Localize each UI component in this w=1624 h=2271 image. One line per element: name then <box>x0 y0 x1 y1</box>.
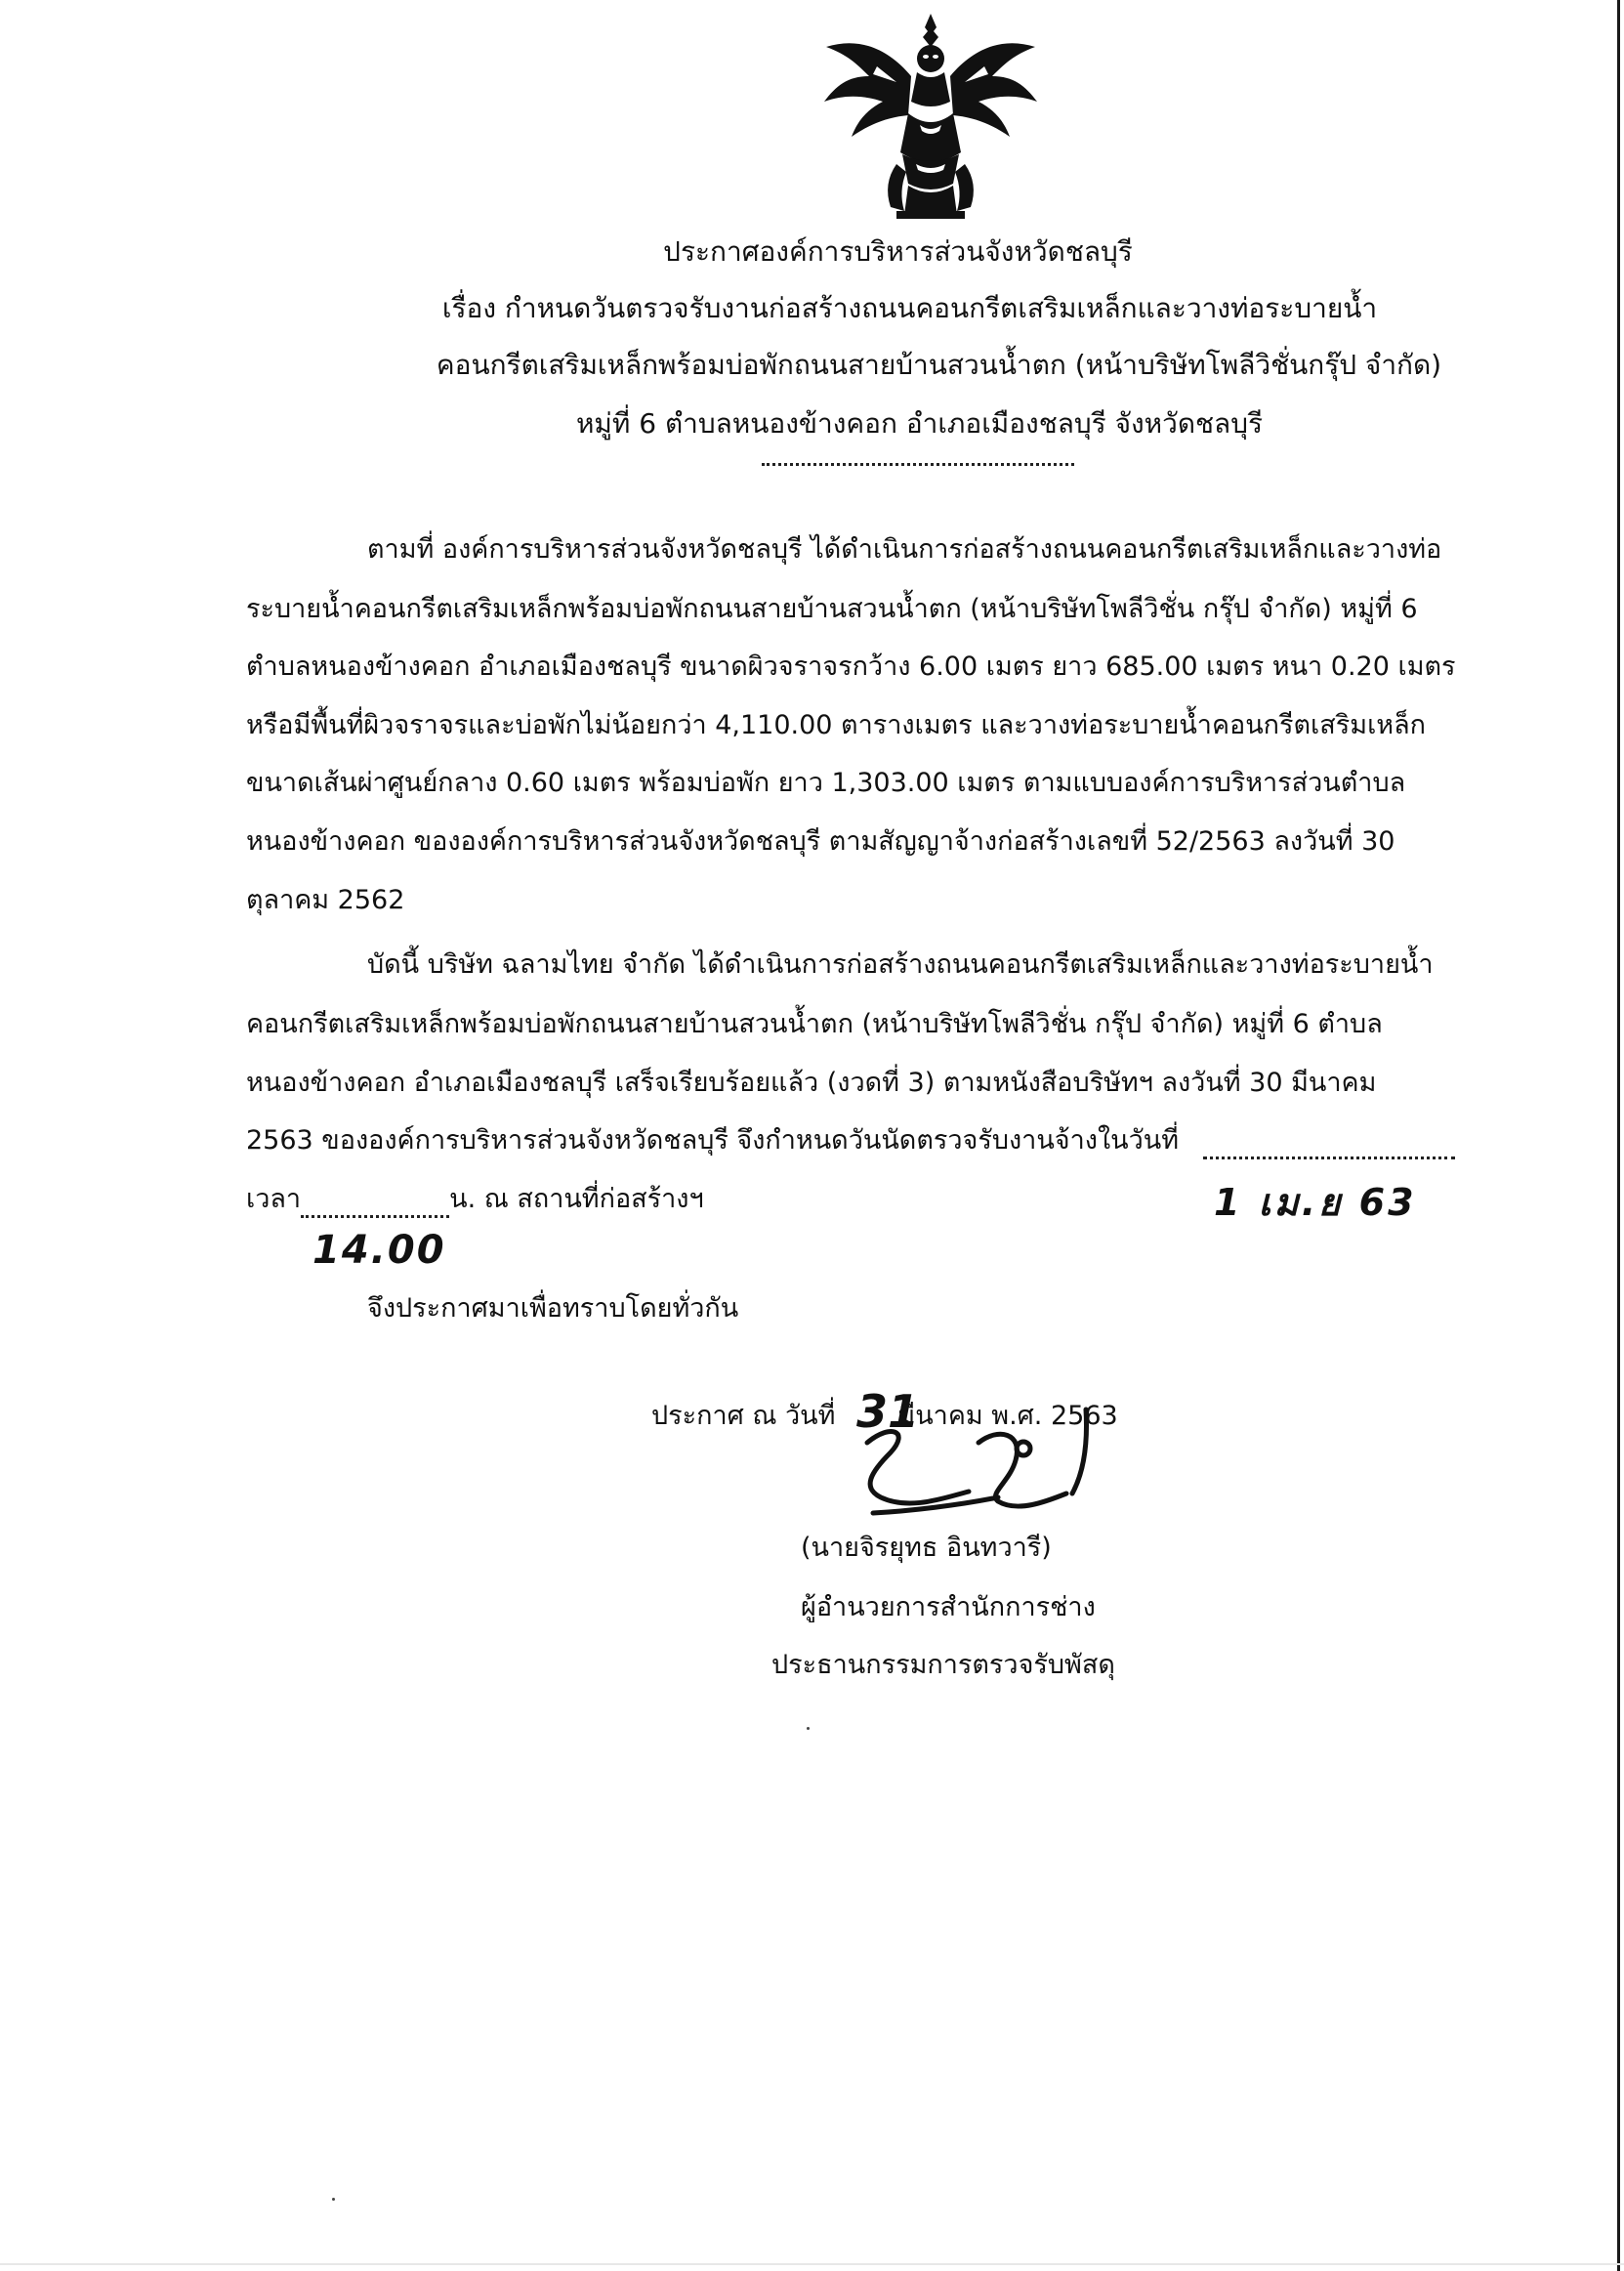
signatory-role: ประธานกรรมการตรวจรับพัสดุ <box>771 1650 1115 1680</box>
paragraph-2-line: บัดนี้ บริษัท ฉลามไทย จำกัด ได้ดำเนินการก่อสร้างถนนคอนกรีตเสริมเหล็กและวางท่อระบายน้ำ <box>367 949 1434 980</box>
paragraph-1-line: หรือมีพื้นที่ผิวจราจรและบ่อพักไม่น้อยกว่า 4,110.00 ตารางเมตร และวางท่อระบายน้ำคอนกรีตเสริมเหล็ก <box>246 710 1426 740</box>
scan-edge-right <box>1617 0 1620 2271</box>
subject-line-2: คอนกรีตเสริมเหล็กพร้อมบ่อพักถนนสายบ้านสวนน้ำตก (หน้าบริษัทโพลีวิชั่นกรุ๊ป จำกัด) <box>436 349 1442 381</box>
time-prefix: เวลา <box>246 1184 302 1214</box>
paragraph-2-line: หนองข้างคอก อำเภอเมืองชลบุรี เสร็จเรียบร้อยแล้ว (งวดที่ 3) ตามหนังสือบริษัทฯ ลงวันที่ 30 มีนาคม <box>246 1068 1377 1098</box>
garuda-emblem-icon <box>818 8 1043 225</box>
paragraph-1-line: หนองข้างคอก ขององค์การบริหารส่วนจังหวัดชลบุรี ตามสัญญาจ้างก่อสร้างเลขที่ 52/2563 ลงวันที่ 30 <box>246 826 1395 857</box>
signatory-position: ผู้อำนวยการสำนักการช่าง <box>801 1592 1096 1622</box>
paragraph-1-line: ขนาดเส้นผ่าศูนย์กลาง 0.60 เมตร พร้อมบ่อพัก ยาว 1,303.00 เมตร ตามแบบองค์การบริหารส่วนตำบล <box>246 768 1406 798</box>
signatory-name: (นายจิรยุทธ อินทวารี) <box>801 1533 1052 1563</box>
header-divider <box>762 463 1074 466</box>
paragraph-1-line: ตุลาคม 2562 <box>246 885 405 915</box>
scan-speck <box>332 2198 335 2201</box>
handwritten-inspection-date: 1 เม.ย 63 <box>1214 1181 1417 1224</box>
date-suffix: มีนาคม พ.ศ. 2563 <box>897 1401 1118 1431</box>
handwritten-announcement-day: 31 <box>856 1385 920 1438</box>
handwritten-inspection-time: 14.00 <box>312 1228 446 1273</box>
date-fill-line <box>1203 1125 1455 1159</box>
subject-line: เรื่อง กำหนดวันตรวจรับงานก่อสร้างถนนคอนกรีตเสริมเหล็กและวางท่อระบายน้ำ <box>441 292 1378 324</box>
scan-speck <box>807 1727 810 1730</box>
time-suffix: น. ณ สถานที่ก่อสร้างฯ <box>449 1184 704 1214</box>
signature-image <box>852 1404 1145 1529</box>
scan-edge-bottom <box>0 2263 1624 2265</box>
time-fill-line <box>301 1184 449 1218</box>
paragraph-1-line: ระบายน้ำคอนกรีตเสริมเหล็กพร้อมบ่อพักถนนสายบ้านสวนน้ำตก (หน้าบริษัทโพลีวิชั่น กรุ๊ป จำกัด) หมู่ที่ 6 <box>246 594 1418 624</box>
date-prefix: ประกาศ ณ วันที่ <box>651 1401 836 1431</box>
closing-statement: จึงประกาศมาเพื่อทราบโดยทั่วกัน <box>367 1293 739 1324</box>
time-line <box>246 1184 704 1218</box>
paragraph-2-line: 2563 ขององค์การบริหารส่วนจังหวัดชลบุรี จึงกำหนดวันนัดตรวจรับงานจ้างในวันที่ <box>246 1125 1180 1156</box>
paragraph-1-line: ตามที่ องค์การบริหารส่วนจังหวัดชลบุรี ได้ดำเนินการก่อสร้างถนนคอนกรีตเสริมเหล็กและวางท่อ <box>367 534 1442 565</box>
paragraph-1-line: ตำบลหนองข้างคอก อำเภอเมืองชลบุรี ขนาดผิวจราจรกว้าง 6.00 เมตร ยาว 685.00 เมตร หนา 0.20 เมตร <box>246 652 1456 682</box>
announcement-title: ประกาศองค์การบริหารส่วนจังหวัดชลบุรี <box>663 235 1133 268</box>
paragraph-2-line: คอนกรีตเสริมเหล็กพร้อมบ่อพักถนนสายบ้านสวนน้ำตก (หน้าบริษัทโพลีวิชั่น กรุ๊ป จำกัด) หมู่ที่ 6 ตำบล <box>246 1009 1383 1039</box>
subject-line-3: หมู่ที่ 6 ตำบลหนองข้างคอก อำเภอเมืองชลบุรี จังหวัดชลบุรี <box>575 407 1264 440</box>
